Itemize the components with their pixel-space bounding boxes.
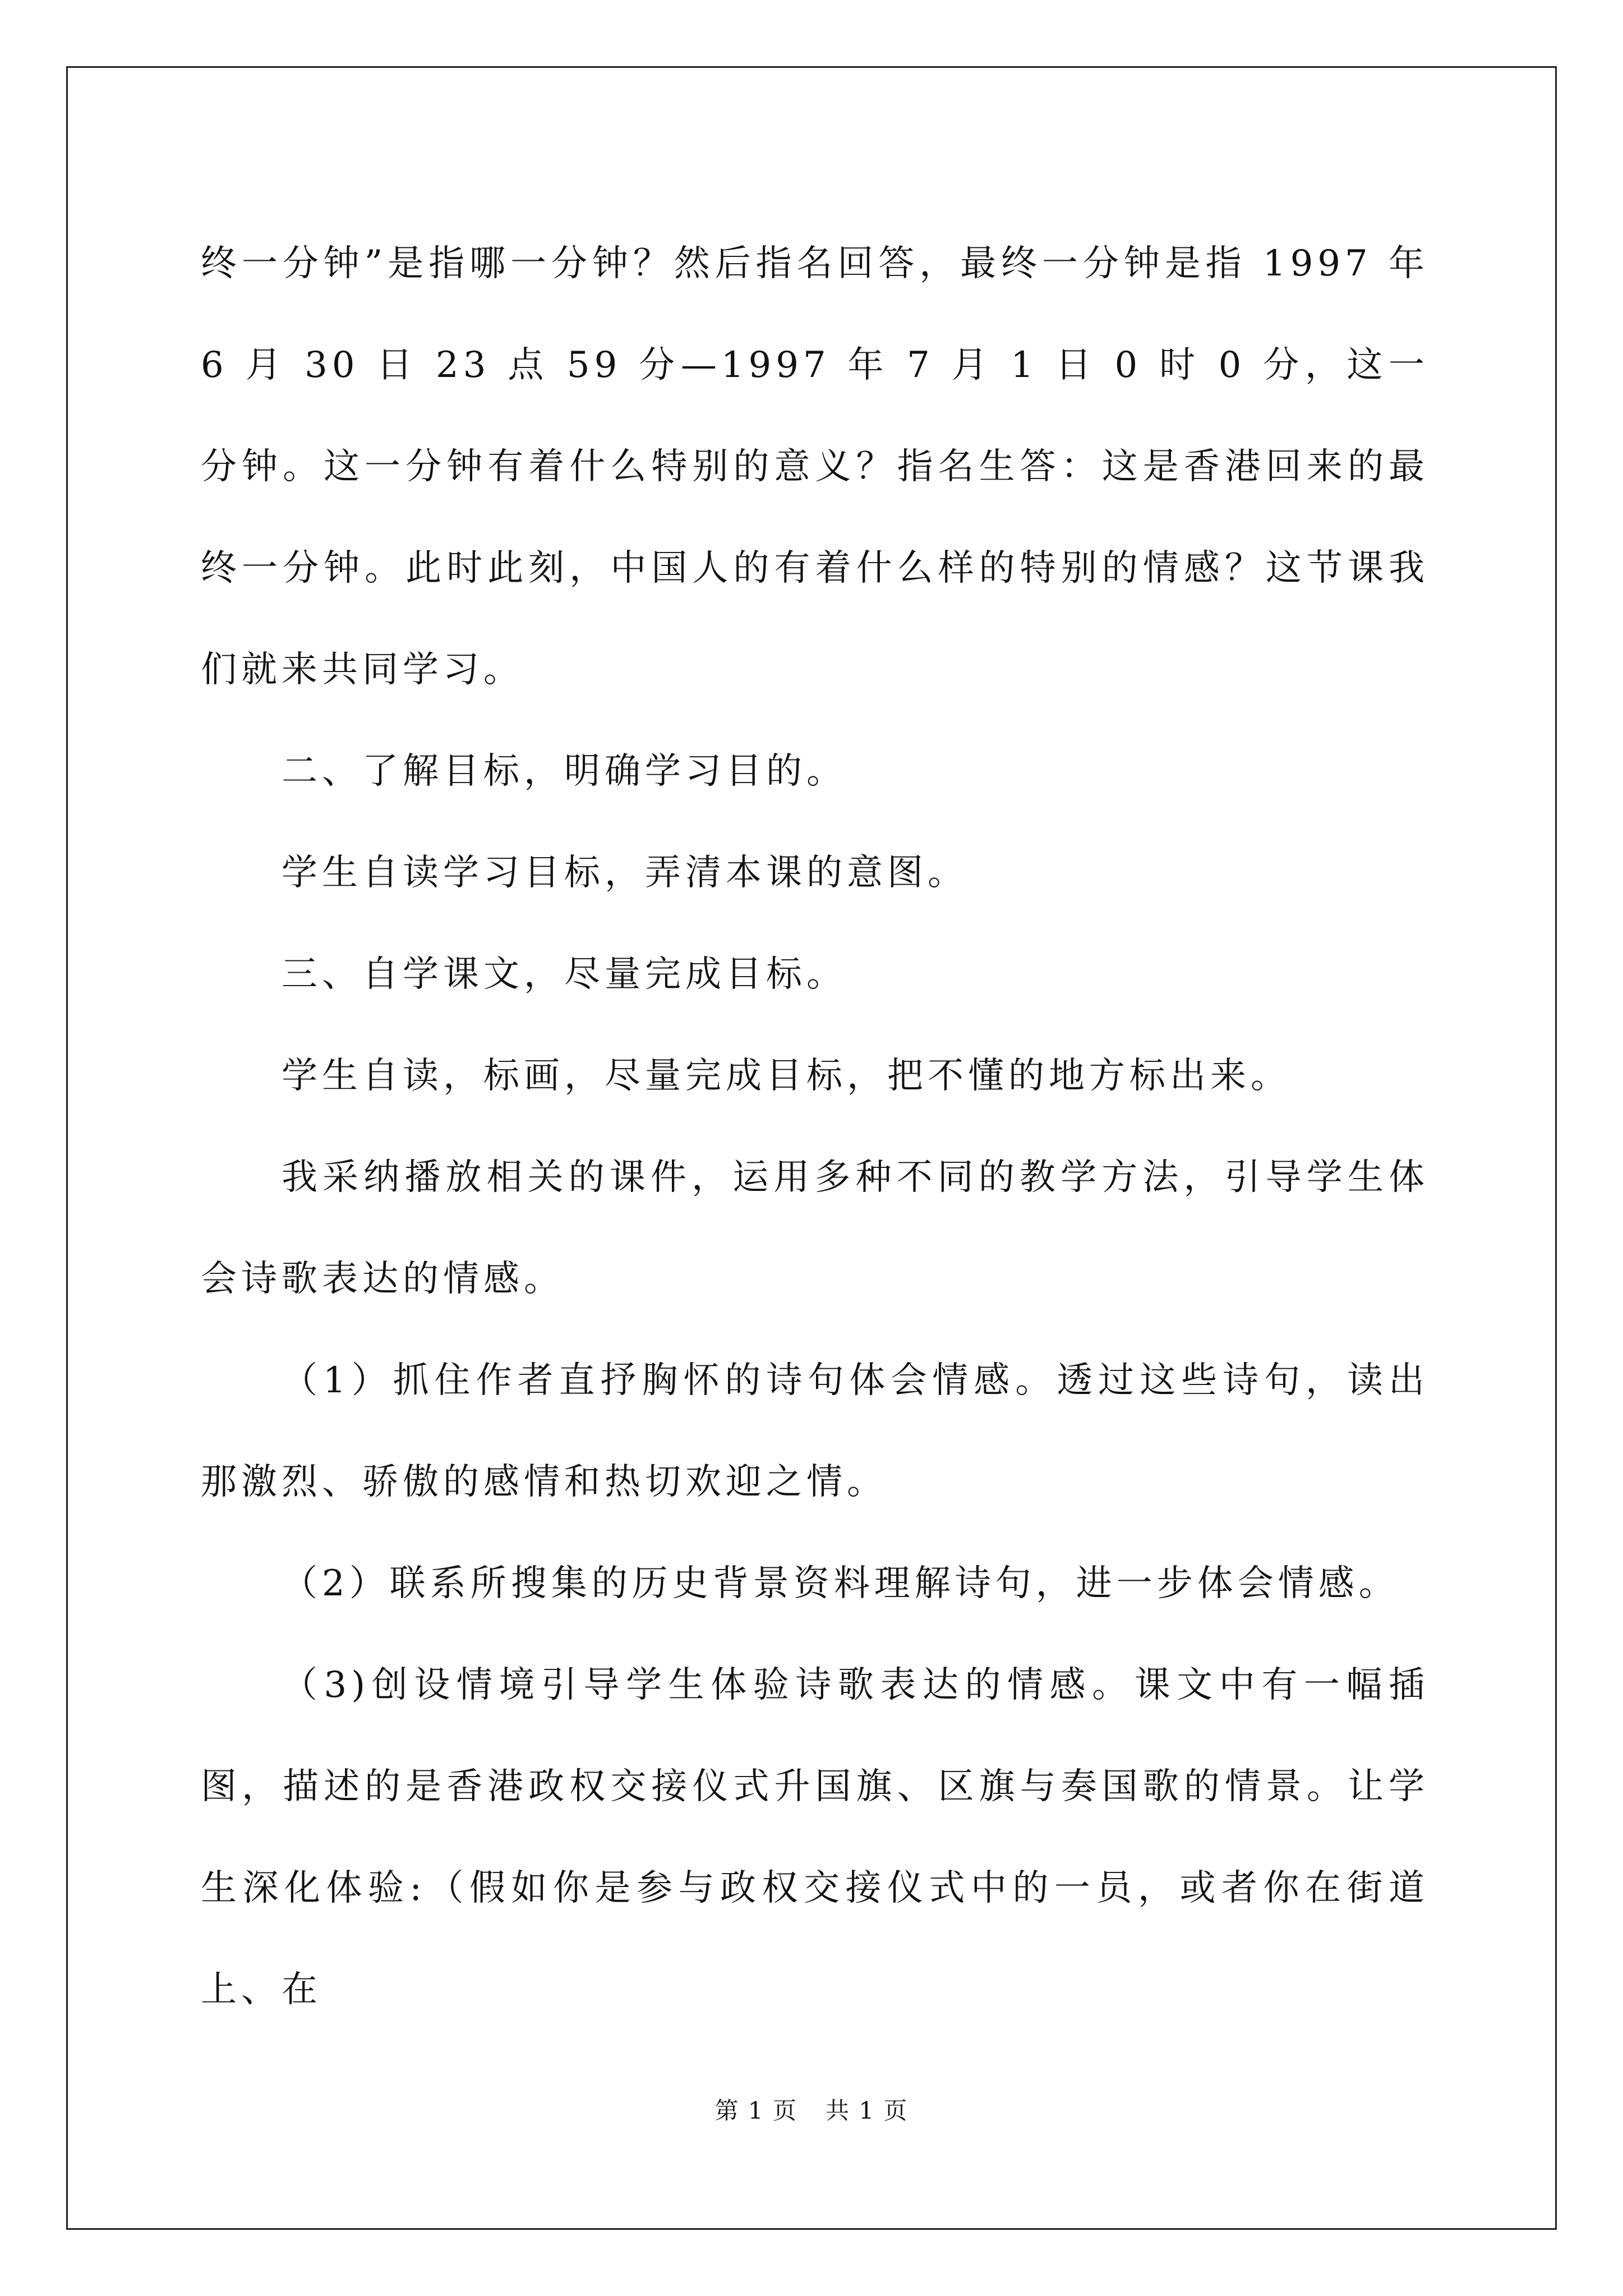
total-pages-label: 共 1 页 [826, 2097, 909, 2124]
paragraph-self-read-goals: 学生自读学习目标，弄清本课的意图。 [282, 852, 968, 894]
paragraph-teaching-method: 我采纳播放相关的课件，运用多种不同的教学方法，引导学生体会诗歌表达的情感。 [201, 1157, 1429, 1300]
paragraph-student-reading: 学生自读，标画，尽量完成目标，把不懂的地方标出来。 [282, 1055, 1291, 1097]
document-body [201, 213, 1429, 2041]
paragraph-section-three-heading: 三、自学课文，尽量完成目标。 [282, 954, 847, 995]
paragraph-step-two: （2）联系所搜集的历史背景资料理解诗句，进一步体会情感。 [282, 1563, 1399, 1604]
paragraph-step-three: （3)创设情境引导学生体验诗歌表达的情感。课文中有一幅插图，描述的是香港政权交接仪式升国旗、区旗与奏国歌的情景。让学生深化体验:（假如你是参与政权交接仪式中的一员，或者你在街道上、在 [201, 1664, 1429, 2010]
page-footer [0, 2094, 1623, 2128]
paragraph-section-two-heading: 二、了解目标，明确学习目的。 [282, 751, 847, 792]
paragraph-intro-continuation: 终一分钟”是指哪一分钟？然后指名回答，最终一分钟是指 1997 年 6 月 30 日 23 点 59 分—1997 年 7 月 1 日 0 时 0 分，这一分钟。这一分钟有着什么特别的意义？指名生答：这是香港回来的最终一分钟。此时此刻，中国人的有着什么样的特别的情感？这节课我们就来共同学习。 [201, 243, 1429, 691]
paragraph-step-one: （1）抓住作者直抒胸怀的诗句体会情感。透过这些诗句，读出那激烈、骄傲的感情和热切欢迎之情。 [201, 1360, 1429, 1503]
page-number-label: 第 1 页 [714, 2097, 797, 2124]
